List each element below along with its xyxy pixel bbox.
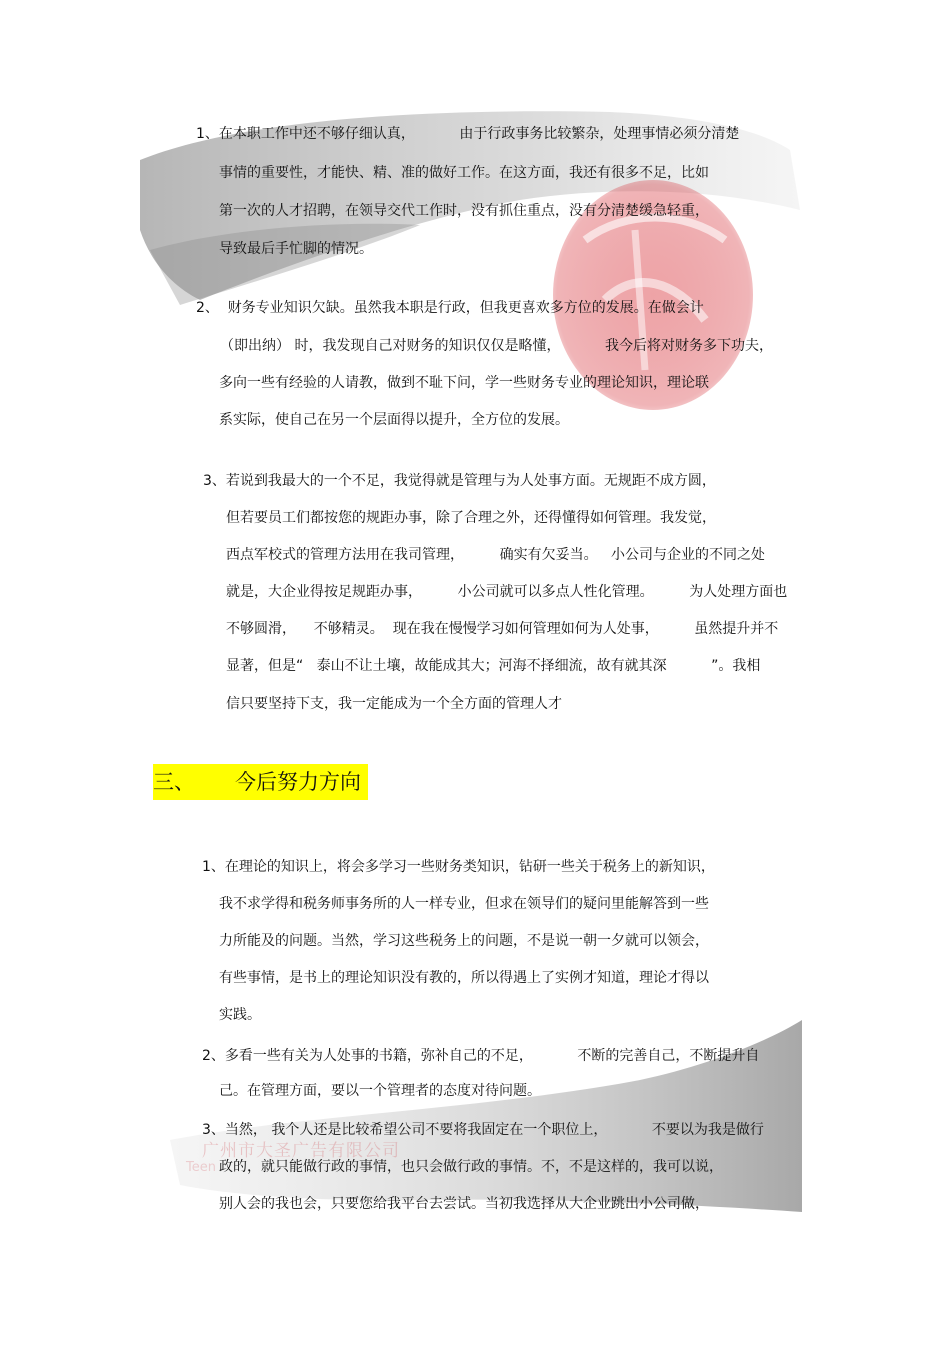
text-line: 1、在理论的知识上，将会多学习一些财务类知识，钻研一些关于税务上的新知识， bbox=[202, 859, 715, 875]
text-line: 信只要坚持下支，我一定能成为一个全方面的管理人才 bbox=[226, 696, 562, 712]
text-line: 西点军校式的管理方法用在我司管理， 确实有欠妥当。 小公司与企业的不同之处 bbox=[226, 547, 765, 563]
text-line: （即出纳） 时，我发现自己对财务的知识仅仅是略懂， 我今后将对财务多下功夫， bbox=[220, 338, 773, 354]
text-line: 政的，就只能做行政的事情，也只会做行政的事情。不，不是这样的，我可以说， bbox=[219, 1159, 723, 1175]
text-line: 就是，大企业得按足规距办事， 小公司就可以多点人性化管理。 为人处理方面也 bbox=[226, 584, 788, 600]
text-line: 有些事情，是书上的理论知识没有教的，所以得遇上了实例才知道，理论才得以 bbox=[219, 970, 709, 986]
text-line: 第一次的人才招聘，在领导交代工作时，没有抓住重点，没有分清楚缓急轻重， bbox=[219, 203, 709, 219]
text-line: 1、在本职工作中还不够仔细认真， 由于行政事务比较繁杂，处理事情必须分清楚 bbox=[196, 126, 740, 142]
text-line: 显著，但是“ 泰山不让土壤，故能成其大；河海不择细流，故有就其深 ”。我相 bbox=[226, 658, 761, 674]
text-line: 不够圆滑， 不够精灵。 现在我在慢慢学习如何管理如何为人处事， 虽然提升并不 bbox=[226, 621, 779, 637]
text-line: 己。在管理方面，要以一个管理者的态度对待问题。 bbox=[219, 1083, 541, 1099]
text-line: 系实际，使自己在另一个层面得以提升，全方位的发展。 bbox=[219, 412, 569, 428]
text-line: 2、多看一些有关为人处事的书籍，弥补自己的不足， 不断的完善自己，不断提升自 bbox=[202, 1048, 760, 1064]
text-line: 事情的重要性，才能快、精、准的做好工作。在这方面，我还有很多不足，比如 bbox=[219, 165, 709, 181]
text-line: 3、当然， 我个人还是比较希望公司不要将我固定在一个职位上， 不要以为我是做行 bbox=[202, 1122, 764, 1138]
text-line: 但若要员工们都按您的规距办事，除了合理之外，还得懂得如何管理。我发觉， bbox=[226, 510, 716, 526]
text-line: 实践。 bbox=[219, 1007, 261, 1023]
text-line: 力所能及的问题。当然，学习这些税务上的问题，不是说一朝一夕就可以领会， bbox=[219, 933, 709, 949]
company-watermark: 广州市大圣广告有限公司 bbox=[202, 1141, 400, 1161]
text-line: 导致最后手忙脚的情况。 bbox=[219, 241, 373, 257]
text-line: 多向一些有经验的人请教，做到不耻下问，学一些财务专业的理论知识，理论联 bbox=[219, 375, 709, 391]
text-line: 3、若说到我最大的一个不足，我觉得就是管理与为人处事方面。无规距不成方圆， bbox=[203, 473, 716, 489]
text-line: 2、 财务专业知识欠缺。虽然我本职是行政，但我更喜欢多方位的发展。在做会计 bbox=[196, 300, 704, 316]
text-line: 别人会的我也会，只要您给我平台去尝试。当初我选择从大企业跳出小公司做， bbox=[219, 1196, 709, 1212]
text-line: 我不求学得和税务师事务所的人一样专业，但求在领导们的疑问里能解答到一些 bbox=[219, 896, 709, 912]
section-heading: 三、 今后努力方向 bbox=[153, 764, 368, 800]
company-watermark-english: Teen bbox=[186, 1160, 216, 1175]
